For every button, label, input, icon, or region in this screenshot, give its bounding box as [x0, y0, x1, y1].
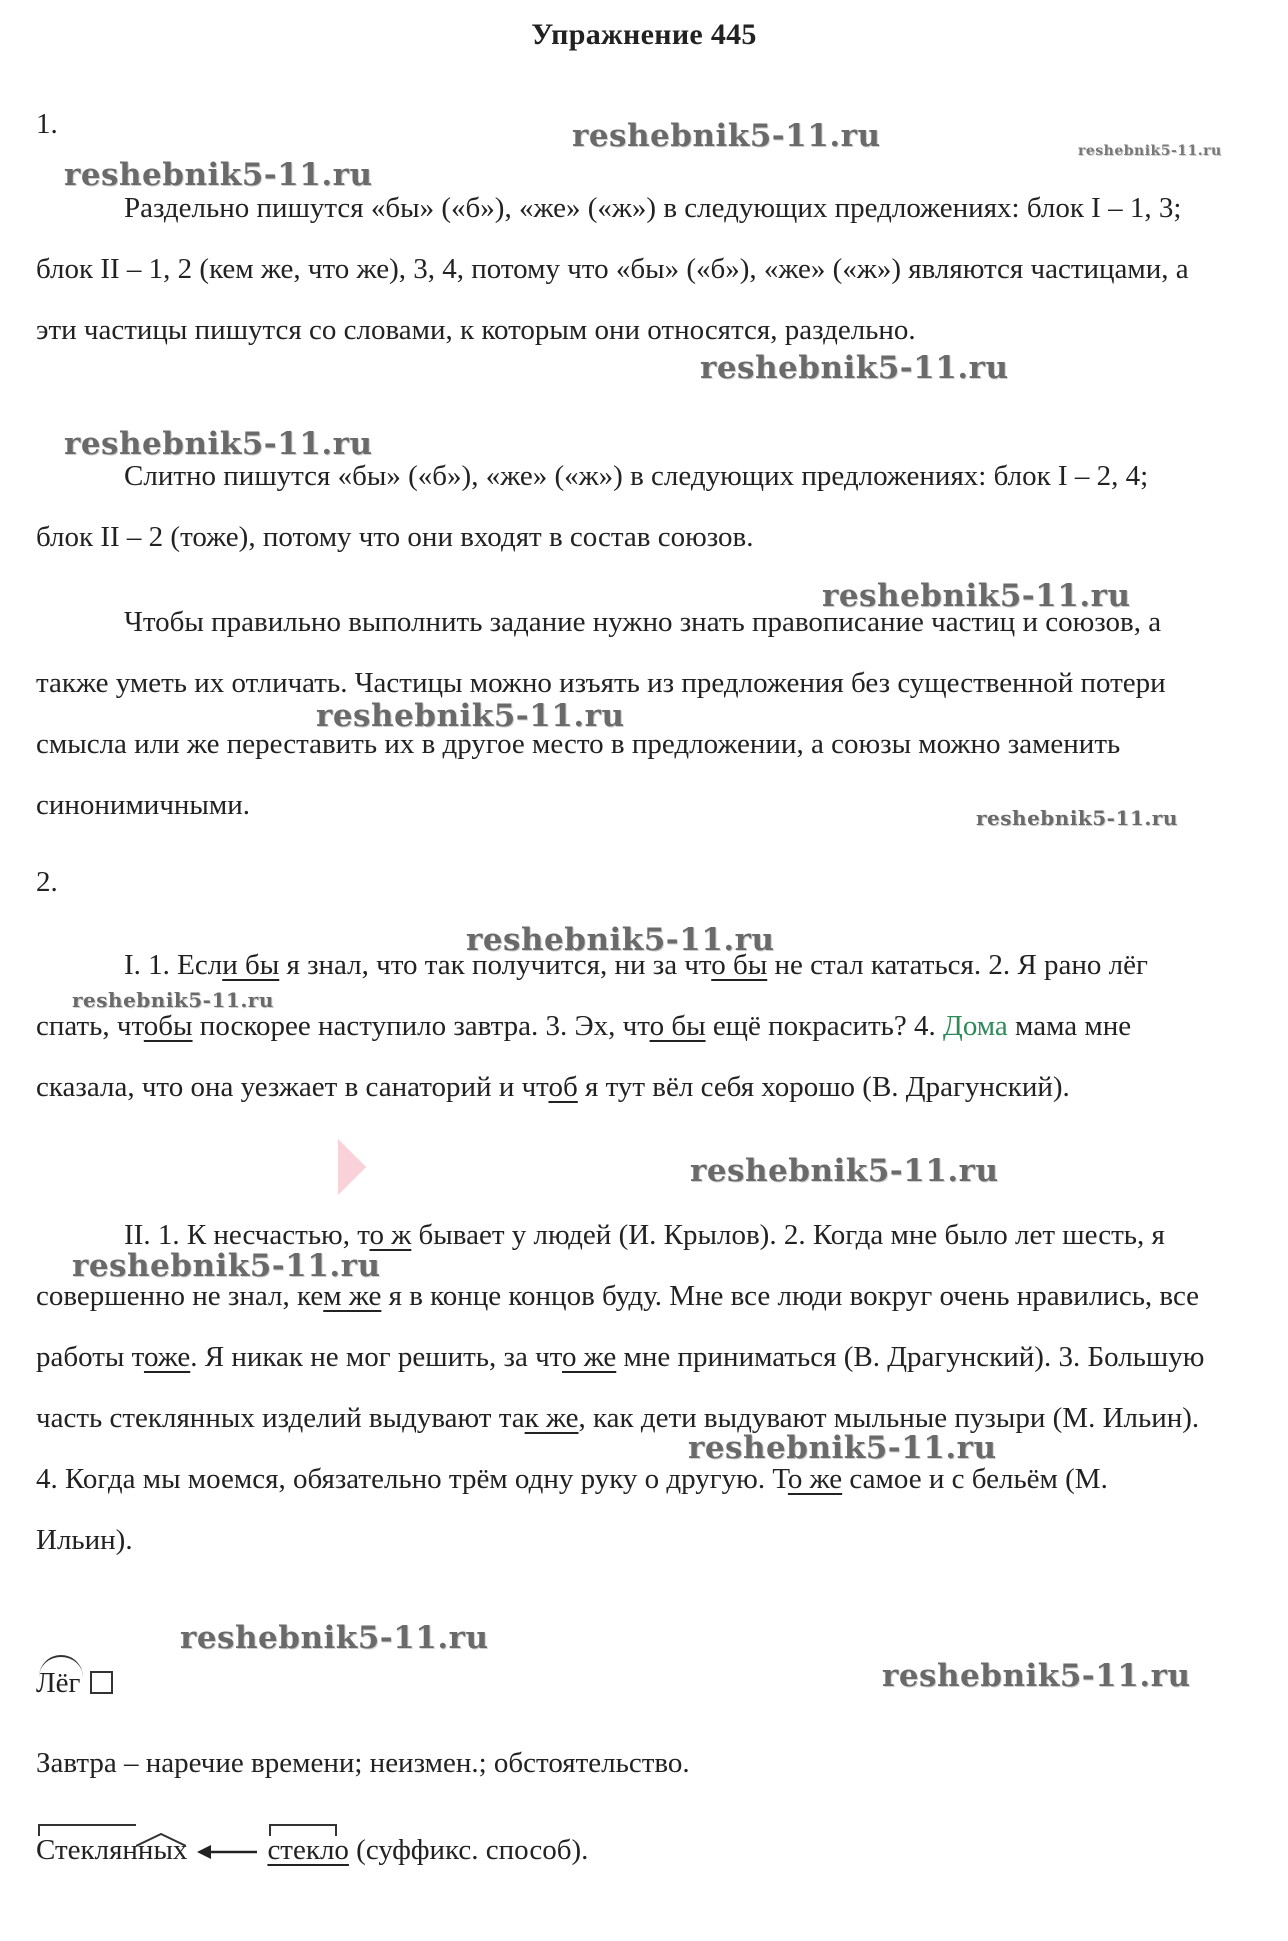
block-ii-seg: II. 1. К несчастью, т	[124, 1219, 370, 1251]
watermark: reshebnik5-11.ru	[180, 1620, 489, 1656]
block-ii-seg: мне приниматься (В. Драгунский). 3. Большую часть стеклянных изделий выдувают та	[36, 1341, 1205, 1434]
block-i-underline: и бы	[222, 949, 280, 981]
watermark: reshebnik5-11.ru	[72, 1248, 381, 1284]
steklo-root-bracket	[269, 1824, 337, 1836]
section-2-number: 2.	[36, 866, 58, 898]
block-i-underline: обы	[143, 1010, 193, 1042]
block-i-seg: я знал, что так получится, ни за чт	[279, 949, 712, 981]
block-i-seg: I. 1. Есл	[124, 949, 223, 981]
watermark: reshebnik5-11.ru	[316, 698, 625, 734]
steklo-word: стекло	[267, 1834, 349, 1866]
block-ii-underline: м же	[323, 1280, 382, 1312]
block-ii-seg: . Я никак не мог решить, за чт	[190, 1341, 562, 1373]
block-ii-underline: о же	[561, 1341, 617, 1373]
block-ii-underline: о же	[787, 1463, 843, 1495]
zavtra-analysis: Завтра – наречие времени; неизмен.; обстоятельство.	[36, 1747, 690, 1779]
block-ii-underline: о ж	[369, 1219, 412, 1251]
block-ii-seg: бывает у людей (И. Крылов). 2. Когда мне было лет шесть, я совершенно не знал, ке	[36, 1219, 1165, 1312]
block-i-underline: о бы	[649, 1010, 706, 1042]
block-i-underline: о бы	[711, 949, 768, 981]
block-i-seg: не стал кататься. 2. Я рано лёг спать, чт	[36, 949, 1148, 1042]
ending-square-mark	[90, 1671, 113, 1694]
watermark: reshebnik5-11.ru	[64, 157, 373, 193]
prefix-root-bracket	[38, 1824, 136, 1836]
watermark: reshebnik5-11.ru	[690, 1153, 999, 1189]
page-title: Упражнение 445	[531, 18, 757, 51]
watermark: reshebnik5-11.ru	[688, 1430, 997, 1466]
block-i-underline: об	[548, 1071, 578, 1103]
section-2-block-i	[36, 935, 1206, 1118]
steklo-note: (суффикс. способ).	[348, 1834, 589, 1866]
suffix-mark	[136, 1822, 186, 1836]
block-i-seg: мама мне сказала, что она уезжает в санаторий и чт	[36, 1010, 1132, 1103]
section-1-paragraph-3-text: Чтобы правильно выполнить задание нужно знать правописание частиц и союзов, а также уметь их отличать. Частицы можно изъять из предложения без существенной потери смысла или же переставить их в другое место в предложении, а союзы можно заменить синонимичными.	[36, 606, 1166, 821]
block-ii-seg: самое и с бельём (М. Ильин).	[36, 1463, 1108, 1556]
block-i-green-word: Дома	[943, 1010, 1008, 1042]
steklyannykh-word: Стеклянных	[36, 1834, 188, 1866]
derivation-arrow-icon	[197, 1842, 257, 1862]
root-arch-mark	[39, 1655, 83, 1677]
steklyannykh-analysis	[36, 1834, 588, 1867]
block-ii-underline: оже	[143, 1341, 191, 1373]
block-ii-seg: я в конце концов буду. Мне все люди вокруг очень нравились, все работы т	[36, 1280, 1200, 1373]
watermark: reshebnik5-11.ru	[72, 988, 274, 1012]
leg-word: Лёг	[36, 1667, 81, 1699]
section-1-paragraph-2	[36, 446, 1206, 568]
watermark: reshebnik5-11.ru	[700, 350, 1009, 386]
section-1-paragraph-2-text: Слитно пишутся «бы» («б»), «же» («ж») в следующих предложениях: блок I – 2, 4; блок II – 2 (тоже), потому что они входят в состав союзов.	[36, 460, 1149, 553]
leg-word-wrap	[36, 1667, 80, 1700]
watermark: reshebnik5-11.ru	[822, 578, 1131, 614]
block-ii-seg: , как дети выдувают мыльные пузыри (М. Ильин). 4. Когда мы моемся, обязательно трём одну руку о другую. Т	[36, 1402, 1200, 1495]
block-i-seg: поскорее наступило завтра. 3. Эх, чт	[192, 1010, 650, 1042]
section-1-paragraph-1	[36, 178, 1206, 361]
watermark: reshebnik5-11.ru	[1078, 143, 1222, 159]
block-ii-underline: к же	[524, 1402, 579, 1434]
block-i-seg: ещё покрасить? 4.	[705, 1010, 944, 1042]
steklyannykh-wrap	[36, 1834, 187, 1867]
watermark: reshebnik5-11.ru	[976, 806, 1178, 830]
watermark: reshebnik5-11.ru	[64, 426, 373, 462]
watermark: reshebnik5-11.ru	[572, 118, 881, 154]
leg-analysis	[36, 1667, 113, 1700]
watermark: reshebnik5-11.ru	[882, 1658, 1191, 1694]
section-1-paragraph-1-text: Раздельно пишутся «бы» («б»), «же» («ж») в следующих предложениях: блок I – 1, 3; блок II – 1, 2 (кем же, что же), 3, 4, потому что «бы» («б»), «же» («ж») являются частицами, а эти частицы пишутся со словами, к которым они относятся, раздельно.	[36, 192, 1189, 346]
steklo-wrap	[267, 1834, 348, 1867]
pink-mark	[310, 1139, 367, 1196]
block-i-seg: я тут вёл себя хорошо (В. Драгунский).	[577, 1071, 1070, 1103]
section-1-number: 1.	[36, 108, 58, 140]
watermark: reshebnik5-11.ru	[466, 922, 775, 958]
